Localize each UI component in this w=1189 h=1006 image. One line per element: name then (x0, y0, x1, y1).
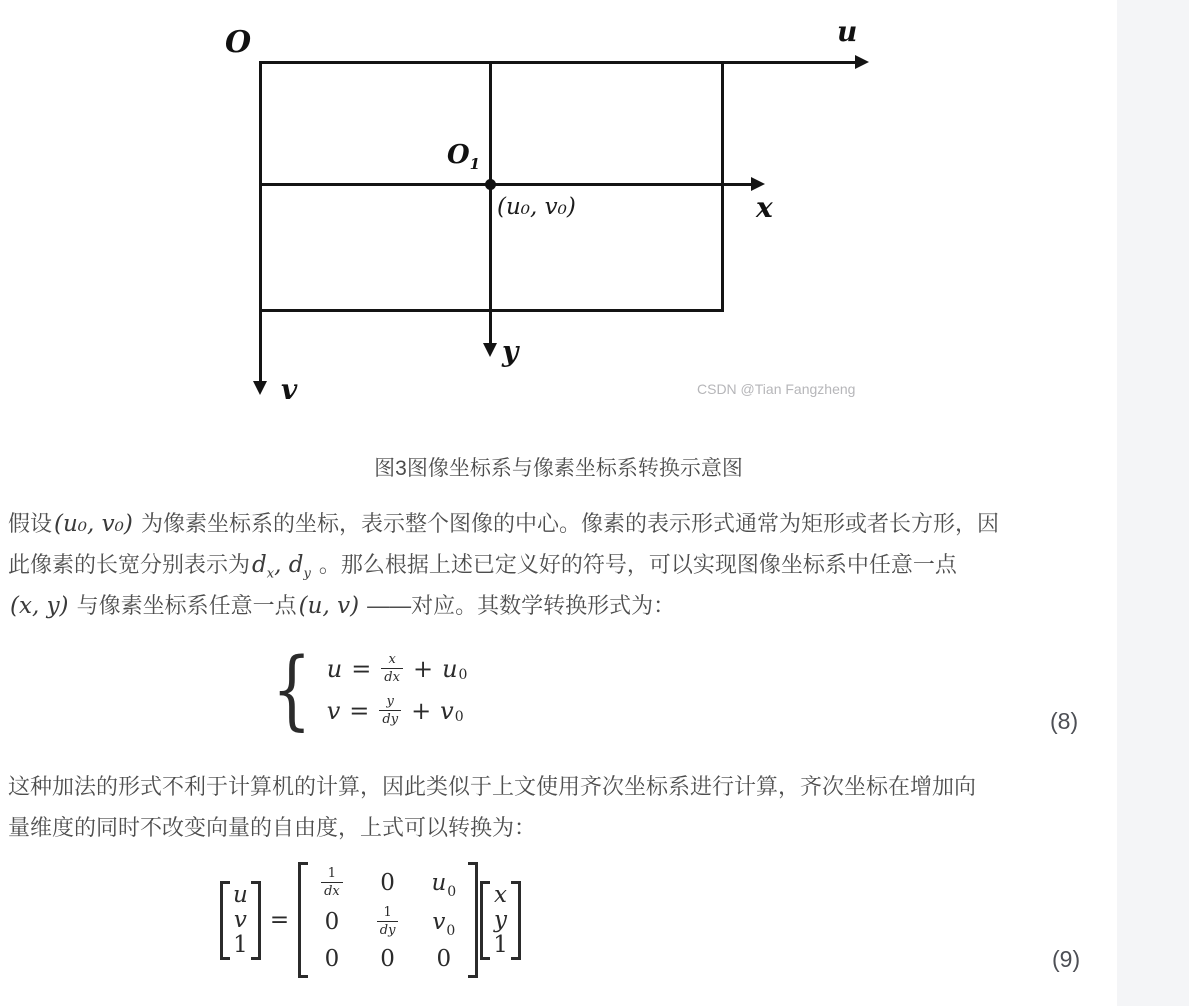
equation-9-number: (9) (1052, 946, 1081, 972)
text-segment: 此像素的长宽分别表示为 (8, 552, 251, 577)
figure-diagram (225, 15, 890, 416)
math-sep: , (274, 552, 289, 578)
text-segment: 为像素坐标系的坐标，表示整个图像的中心。像素的表示形式通常为矩形或者长方形，因 (134, 511, 999, 536)
math-lhs: u (326, 655, 343, 683)
fraction-numerator: 1 (327, 866, 337, 881)
math-sub: y (303, 566, 311, 582)
inline-math-xy: (x, y) (10, 593, 69, 619)
math-sub: x (266, 566, 275, 582)
equation-8-number: (8) (1050, 708, 1079, 734)
v-axis-label: v (281, 373, 298, 406)
math-base: d (288, 552, 304, 578)
fraction-denominator: dy (377, 921, 399, 937)
lhs-vector-values (230, 881, 251, 960)
y-axis-label: y (502, 335, 519, 368)
equation-8-row-v: v = $\frac{y}{dy}$ + v 0 (326, 694, 464, 727)
x-axis-arrow (751, 177, 765, 191)
rhs-vector-values (490, 881, 511, 960)
vector-entry: u (233, 881, 248, 908)
matrix-cell-r1c2: 0 (380, 870, 395, 896)
fraction-denominator: dy (379, 710, 401, 726)
text-segment: 与像素坐标系任意一点 (70, 593, 297, 618)
text-segment: 假设 (8, 511, 53, 536)
left-bracket (480, 881, 490, 960)
matrix-cell-r2c1: 0 (324, 909, 340, 935)
text-line-1 (8, 503, 1110, 544)
equals-sign: = (351, 655, 372, 683)
math-addend: v (440, 697, 454, 725)
vector-entry: y (494, 906, 507, 933)
math-base: u (431, 870, 447, 896)
fraction-numerator: y (386, 694, 394, 709)
text-line-1: 这种加法的形式不利于计算机的计算，因此类似于上文使用齐次坐标系进行计算，齐次坐标在增加向 (8, 774, 977, 799)
v-axis-arrow (253, 381, 267, 395)
matrix-cell-r3c2: 0 (380, 946, 395, 972)
u-axis-arrow (855, 55, 869, 69)
left-bracket (298, 862, 308, 978)
v-axis-line (259, 63, 262, 383)
right-bracket (468, 862, 478, 978)
vector-entry: 1 (233, 931, 248, 958)
fraction-numerator: x (388, 652, 396, 667)
math-base: d (252, 552, 267, 578)
matrix-cell-r3c1: 0 (324, 946, 340, 972)
equation-8 (272, 640, 468, 740)
x-axis-line (259, 183, 753, 186)
fraction-y-dy (379, 696, 401, 726)
inline-math-dxdy (250, 552, 313, 582)
vector-entry: x (494, 881, 507, 908)
vector-entry: v (233, 906, 247, 933)
center-origin-base: O (447, 140, 470, 170)
y-axis-line (489, 63, 492, 345)
matrix-cell-r3c3: 0 (436, 946, 452, 972)
matrix-cell-r2c3 (432, 909, 456, 939)
origin-label: O (225, 25, 252, 60)
csdn-watermark: CSDN @Tian Fangzheng (697, 381, 856, 397)
fraction-denominator: dx (381, 668, 403, 684)
matrix-cell-r2c2 (377, 907, 399, 937)
left-bracket (220, 881, 230, 960)
vector-entry: 1 (493, 931, 508, 958)
u-axis-line (259, 61, 857, 64)
text-segment: ——对应。其数学转换形式为： (361, 593, 676, 618)
text-line-3 (8, 585, 1110, 626)
right-bracket (251, 881, 261, 960)
matrix-cells (308, 862, 468, 978)
rhs-vector (480, 881, 521, 960)
math-base: v (432, 909, 446, 935)
equation-8-rows (327, 650, 468, 730)
equation-8-row-u: u = $\frac{x}{dx}$ + u 0 (326, 652, 468, 685)
math-sub: 0 (447, 884, 457, 900)
center-point-dot (485, 179, 496, 190)
fraction-numerator: 1 (383, 905, 392, 920)
paragraph-2 (8, 766, 1110, 848)
y-axis-arrow (483, 343, 497, 357)
equals-sign: = (269, 907, 290, 933)
text-line-2 (8, 544, 1110, 585)
center-coords-label: (u₀, v₀) (497, 194, 576, 220)
lhs-vector (220, 881, 261, 960)
u-axis-label: u (837, 15, 858, 48)
plus-sign: + (411, 697, 432, 725)
plus-sign: + (412, 655, 434, 683)
right-gutter (1117, 0, 1189, 1006)
math-addend: u (442, 655, 458, 683)
fraction-x-dx (381, 654, 403, 684)
equals-sign: = (349, 697, 370, 725)
matrix-cell-r1c3 (431, 870, 457, 900)
center-origin-label (447, 142, 480, 172)
paragraph-1 (8, 503, 1110, 626)
matrix-cell-r1c1 (321, 868, 343, 898)
right-bracket (511, 881, 521, 960)
math-lhs: v (326, 697, 341, 725)
figure-caption: 图3图像坐标系与像素坐标系转换示意图 (374, 457, 743, 480)
center-origin-sub: 1 (469, 155, 481, 174)
equation-9 (220, 862, 521, 978)
text-line-2: 量维度的同时不改变向量的自由度，上式可以转换为： (8, 815, 537, 840)
inline-math-uv: (u, v) (298, 593, 360, 619)
text-segment: 。那么根据上述已定义好的符号，可以实现图像坐标系中任意一点 (312, 552, 957, 577)
math-sub: 0 (446, 923, 456, 939)
fraction-denominator: dx (321, 882, 343, 898)
left-brace: { (272, 640, 312, 740)
transform-matrix (298, 862, 478, 978)
inline-math-uv0: (u₀, v₀) (54, 511, 133, 537)
x-axis-label: x (756, 191, 773, 224)
